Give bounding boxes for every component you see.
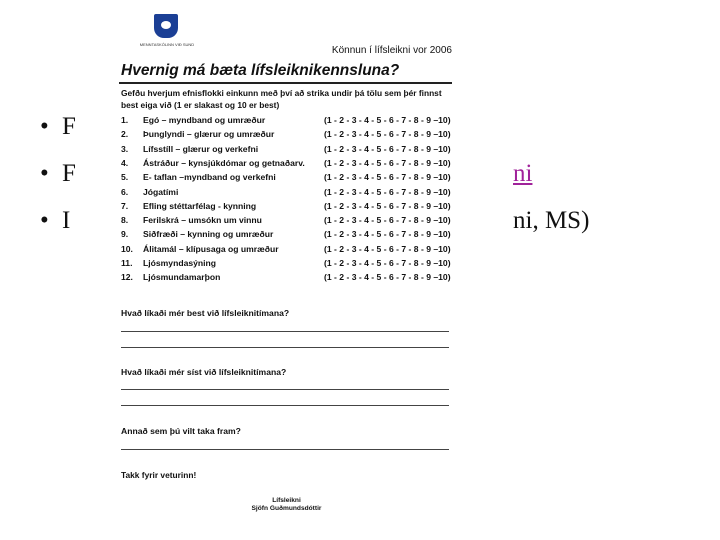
answer-line	[121, 405, 449, 406]
item-number: 3.	[121, 143, 129, 154]
answer-line	[121, 331, 449, 332]
survey-item-row	[121, 187, 453, 201]
survey-item-row	[121, 201, 453, 215]
bullet-link[interactable]: ni	[513, 160, 533, 187]
answer-line	[121, 449, 449, 450]
item-number: 5.	[121, 172, 129, 183]
survey-item-row	[121, 172, 453, 186]
item-topic: Ástráður – kynsjúkdómar og getnaðarv.	[143, 157, 305, 168]
document-title: Hvernig má bæta lífsleiknikennsluna?	[121, 62, 400, 79]
rating-scale: (1 - 2 - 3 - 4 - 5 - 6 - 7 - 8 - 9 –10)	[324, 243, 451, 254]
survey-tag: Könnun í lífsleikni vor 2006	[331, 45, 452, 56]
bullet-marker: •	[40, 113, 49, 140]
instructions: Gefðu hverjum efnisflokki einkunn með því að strika undir þá tölu sem þér finnst best eiga við (1 er slakast og 10 er best)	[121, 88, 442, 110]
item-number: 6.	[121, 186, 129, 197]
bullet-text: F	[62, 160, 76, 187]
item-topic: Ljósmyndasýning	[143, 258, 217, 268]
item-number: 11.	[121, 258, 133, 268]
rating-scale: (1 - 2 - 3 - 4 - 5 - 6 - 7 - 8 - 9 –10)	[324, 272, 451, 283]
logo-caption: MENNTASKÓLINN VIÐ SUND	[139, 42, 195, 47]
answer-line	[121, 389, 449, 390]
answer-line	[121, 347, 449, 348]
rating-scale: (1 - 2 - 3 - 4 - 5 - 6 - 7 - 8 - 9 –10)	[324, 143, 451, 154]
survey-item-row	[121, 258, 453, 272]
survey-item-row	[121, 115, 453, 129]
item-topic: Þunglyndi – glærur og umræður	[143, 129, 275, 140]
bullet-marker: •	[40, 207, 49, 234]
rating-scale: (1 - 2 - 3 - 4 - 5 - 6 - 7 - 8 - 9 –10)	[324, 215, 451, 226]
item-number: 12.	[121, 272, 133, 283]
item-topic: Jógatími	[143, 186, 179, 197]
signature-author: Sjöfn Guðmundsdóttir	[251, 505, 322, 512]
survey-document	[103, 0, 470, 540]
signature	[103, 497, 470, 513]
rating-scale: (1 - 2 - 3 - 4 - 5 - 6 - 7 - 8 - 9 –10)	[324, 200, 451, 211]
item-number: 1.	[121, 115, 129, 125]
question: Hvað líkaði mér best við lífsleiknitímana?	[121, 308, 290, 318]
item-topic: Ljósmundamarþon	[143, 272, 221, 283]
survey-item-row	[121, 144, 453, 158]
rating-scale: (1 - 2 - 3 - 4 - 5 - 6 - 7 - 8 - 9 –10)	[324, 229, 451, 240]
signature-course: Lífsleikni	[272, 497, 301, 504]
question: Annað sem þú vilt taka fram?	[121, 426, 241, 436]
question: Hvað líkaði mér síst við lífsleiknitímana?	[121, 367, 287, 377]
item-topic: Efling stéttarfélag - kynning	[143, 200, 257, 211]
survey-item-row	[121, 215, 453, 229]
item-topic: E- taflan –myndband og verkefni	[143, 172, 276, 183]
bullet-marker: •	[40, 160, 49, 187]
item-topic: Álitamál – klípusaga og umræður	[143, 243, 279, 254]
bullet-text: I	[62, 207, 71, 234]
item-number: 9.	[121, 229, 129, 240]
rating-scale: (1 - 2 - 3 - 4 - 5 - 6 - 7 - 8 - 9 –10)	[324, 258, 451, 268]
item-number: 7.	[121, 200, 129, 211]
school-logo	[139, 14, 195, 58]
rating-scale: (1 - 2 - 3 - 4 - 5 - 6 - 7 - 8 - 9 –10)	[324, 115, 451, 125]
rating-scale: (1 - 2 - 3 - 4 - 5 - 6 - 7 - 8 - 9 –10)	[324, 157, 451, 168]
rating-scale: (1 - 2 - 3 - 4 - 5 - 6 - 7 - 8 - 9 –10)	[324, 186, 451, 197]
slide-bullet	[40, 160, 76, 188]
item-number: 10.	[121, 243, 133, 254]
survey-item-row	[121, 229, 453, 243]
title-divider	[119, 82, 452, 84]
bullet-text: F	[62, 113, 76, 140]
item-topic: Lífsstíll – glærur og verkefni	[143, 143, 259, 154]
rating-scale: (1 - 2 - 3 - 4 - 5 - 6 - 7 - 8 - 9 –10)	[324, 172, 451, 183]
survey-item-row	[121, 158, 453, 172]
thanks-note: Takk fyrir veturinn!	[121, 470, 197, 480]
item-number: 8.	[121, 215, 129, 226]
item-number: 2.	[121, 129, 129, 140]
item-number: 4.	[121, 157, 129, 168]
bullet-text-tail: ni, MS)	[513, 207, 590, 234]
survey-item-row	[121, 129, 453, 143]
item-topic: Ferilskrá – umsókn um vinnu	[143, 215, 262, 226]
slide-bullet	[40, 113, 76, 141]
survey-item-row	[121, 244, 453, 258]
slide-bullet	[40, 207, 70, 235]
item-topic: Egó – myndband og umræður	[143, 115, 266, 125]
rating-scale: (1 - 2 - 3 - 4 - 5 - 6 - 7 - 8 - 9 –10)	[324, 129, 451, 140]
school-crest-icon	[154, 14, 178, 38]
item-topic: Siðfræði – kynning og umræður	[143, 229, 274, 240]
survey-item-row	[121, 272, 453, 286]
